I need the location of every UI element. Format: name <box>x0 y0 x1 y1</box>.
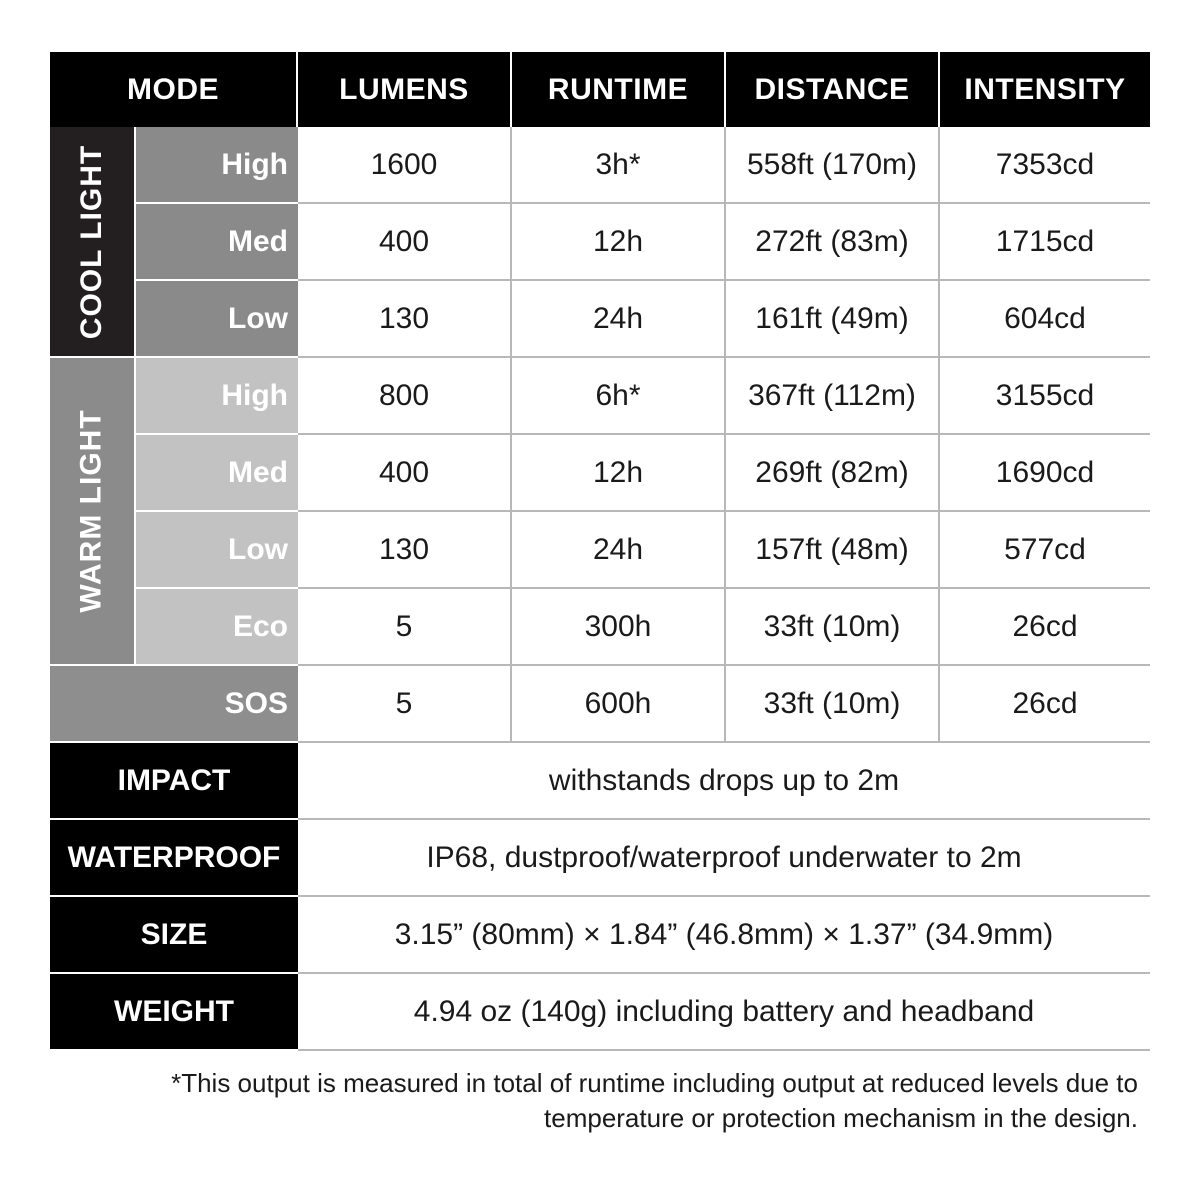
group-warm-light <box>50 358 134 666</box>
footnote-line-2: temperature or protection mechanism in the design. <box>544 1103 1138 1133</box>
lumens-cell: 130 <box>298 281 512 358</box>
lumens-cell: 800 <box>298 358 512 435</box>
intensity-cell: 26cd <box>940 589 1150 666</box>
runtime-cell: 3h* <box>512 127 726 204</box>
footnote-line-1: *This output is measured in total of runtime including output at reduced levels due to <box>171 1068 1138 1098</box>
distance-cell: 157ft (48m) <box>726 512 940 589</box>
lumens-cell: 130 <box>298 512 512 589</box>
mode-cell: Med <box>134 204 298 281</box>
footnote <box>138 1066 1138 1136</box>
mode-cell: Eco <box>134 589 298 666</box>
runtime-cell: 12h <box>512 435 726 512</box>
intensity-cell: 1715cd <box>940 204 1150 281</box>
mode-cell: High <box>134 127 298 204</box>
runtime-cell: 12h <box>512 204 726 281</box>
distance-cell: 33ft (10m) <box>726 666 940 743</box>
distance-cell: 558ft (170m) <box>726 127 940 204</box>
lumens-cell: 1600 <box>298 127 512 204</box>
spec-value-size: 3.15” (80mm) × 1.84” (46.8mm) × 1.37” (34.9mm) <box>298 897 1150 974</box>
spec-label-weight: WEIGHT <box>50 974 298 1051</box>
header-runtime: RUNTIME <box>512 52 726 127</box>
distance-cell: 33ft (10m) <box>726 589 940 666</box>
lumens-cell: 400 <box>298 435 512 512</box>
spec-value-waterproof: IP68, dustproof/waterproof underwater to 2m <box>298 820 1150 897</box>
mode-cell: Low <box>134 281 298 358</box>
runtime-cell: 24h <box>512 512 726 589</box>
intensity-cell: 577cd <box>940 512 1150 589</box>
intensity-cell: 26cd <box>940 666 1150 743</box>
runtime-cell: 300h <box>512 589 726 666</box>
runtime-cell: 24h <box>512 281 726 358</box>
group-cool-light <box>50 127 134 358</box>
runtime-cell: 600h <box>512 666 726 743</box>
distance-cell: 272ft (83m) <box>726 204 940 281</box>
intensity-cell: 1690cd <box>940 435 1150 512</box>
mode-cell: Med <box>134 435 298 512</box>
distance-cell: 367ft (112m) <box>726 358 940 435</box>
group-cool-light-label: COOL LIGHT <box>75 144 109 339</box>
intensity-cell: 3155cd <box>940 358 1150 435</box>
spec-value-impact: withstands drops up to 2m <box>298 743 1150 820</box>
lumens-cell: 5 <box>298 666 512 743</box>
spec-value-weight: 4.94 oz (140g) including battery and headband <box>298 974 1150 1051</box>
header-distance: DISTANCE <box>726 52 940 127</box>
spec-label-waterproof: WATERPROOF <box>50 820 298 897</box>
distance-cell: 161ft (49m) <box>726 281 940 358</box>
group-warm-light-label: WARM LIGHT <box>75 409 108 613</box>
mode-cell-sos: SOS <box>50 666 298 743</box>
runtime-cell: 6h* <box>512 358 726 435</box>
lumens-cell: 5 <box>298 589 512 666</box>
spec-table <box>50 52 1150 1051</box>
header-mode: MODE <box>50 52 298 127</box>
mode-cell: High <box>134 358 298 435</box>
header-lumens: LUMENS <box>298 52 512 127</box>
distance-cell: 269ft (82m) <box>726 435 940 512</box>
spec-label-impact: IMPACT <box>50 743 298 820</box>
intensity-cell: 604cd <box>940 281 1150 358</box>
intensity-cell: 7353cd <box>940 127 1150 204</box>
lumens-cell: 400 <box>298 204 512 281</box>
spec-label-size: SIZE <box>50 897 298 974</box>
mode-cell: Low <box>134 512 298 589</box>
header-intensity: INTENSITY <box>940 52 1150 127</box>
